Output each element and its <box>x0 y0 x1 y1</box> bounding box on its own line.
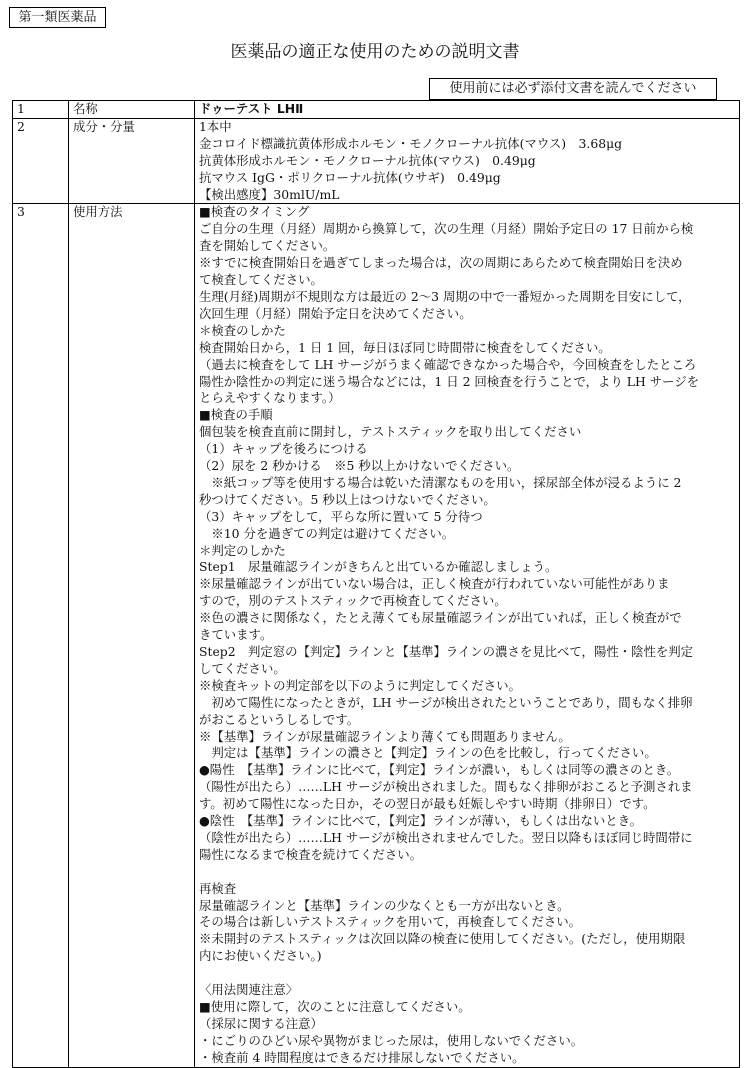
content-line: ご自分の生理（月経）周期から換算して，次の生理（月経）開始予定日の 17 日前から検 <box>199 221 694 237</box>
table-row <box>13 204 740 1067</box>
row-number: 2 <box>13 118 69 204</box>
content-line: ※検査キットの判定部を以下のように判定してください。 <box>199 677 521 693</box>
content-line: ■検査の手順 <box>199 407 273 423</box>
content-line: とらえやすくなります。） <box>199 390 341 406</box>
content-line: ■検査のタイミング <box>199 204 310 220</box>
content-line: ドゥーテスト LHⅡ <box>199 101 304 116</box>
row-content <box>195 118 740 204</box>
content-line: 尿量確認ラインと【基準】ラインの少なくとも一方が出ないとき。 <box>199 897 570 913</box>
drug-class-badge: 第一類医薬品 <box>9 7 106 28</box>
content-line: 陽性になるまで検査を続けてください。 <box>199 846 423 862</box>
row-content <box>195 101 740 119</box>
table-row <box>13 101 740 119</box>
content-line: 陽性か陰性かの判定に迷う場合などには，1 日 2 回検査を行うことで，より LH サージを <box>199 373 700 389</box>
content-line: （2）尿を 2 秒かける ※5 秒以上かけないでください。 <box>199 458 520 474</box>
content-line: 内にお使いください。) <box>199 948 322 964</box>
info-table <box>12 100 740 1068</box>
row-number: 3 <box>13 204 69 1067</box>
content-line: ※色の濃さに関係なく，たとえ薄くても尿量確認ラインが出ていれば，正しく検査がで <box>199 610 682 626</box>
row-label: 使用方法 <box>69 204 195 1067</box>
content-line: 金コロイド標識抗黄体形成ホルモン・モノクローナル抗体(マウス) 3.68μg <box>199 135 623 151</box>
content-line: 初めて陽性になったときが，LH サージが検出されたということであり，間もなく排卵 <box>199 694 693 710</box>
content-line: ＊判定のしかた <box>199 542 286 558</box>
content-line: （採尿に関する注意） <box>199 1015 323 1031</box>
info-table-body <box>13 101 740 1068</box>
content-line: ●陽性 【基準】ラインに比べて，【判定】ラインが濃い，もしくは同等の濃さのとき。 <box>199 762 680 778</box>
content-line <box>199 864 735 881</box>
content-line: （陽性が出たら）……LH サージが検出されました。間もなく排卵がおこると予測されま <box>199 779 693 795</box>
content-line: （陰性が出たら）……LH サージが検出されませんでした。翌日以降もほぼ同じ時間帯に <box>199 829 693 845</box>
content-line: ※【基準】ラインが尿量確認ラインより薄くても問題ありません。 <box>199 728 571 744</box>
content-line: ・にごりのひどい尿や異物がまじった尿は，使用しないでください。 <box>199 1032 584 1048</box>
content-line: 次回生理（月経）開始予定日を決めてください。 <box>199 305 472 321</box>
content-line: ※すでに検査開始日を過ぎてしまった場合は，次の周期にあらためて検査開始日を決め <box>199 255 683 271</box>
content-line: がおこるというしるしです。 <box>199 711 360 727</box>
content-line: 検査開始日から，1 日 1 回，毎日ほぼ同じ時間帯に検査をしてください。 <box>199 339 611 355</box>
row-label: 名称 <box>69 101 195 119</box>
content-line: 査を開始してください。 <box>199 238 336 254</box>
content-line: （1）キャップを後ろにつける <box>199 441 368 457</box>
content-line: 個包装を検査直前に開封し，テストスティックを取り出してください <box>199 424 582 440</box>
content-line: 秒つけてください。5 秒以上はつけないでください。 <box>199 491 496 507</box>
content-line: ・検査前 4 時間程度はできるだけ排尿しないでください。 <box>199 1049 525 1065</box>
content-line: 抗マウス IgG・ポリクローナル抗体(ウサギ) 0.49μg <box>199 169 501 185</box>
row-label: 成分・分量 <box>69 118 195 204</box>
content-line: す。初めて陽性になった日か，その翌日が最も妊娠しやすい時期（排卵日）です。 <box>199 796 656 812</box>
content-line: （3）キャップをして，平らな所に置いて 5 分待つ <box>199 508 483 524</box>
content-line: 【検出感度】30mlU/mL <box>199 186 340 202</box>
content-line: すので，別のテストスティックで再検査してください。 <box>199 593 507 609</box>
content-line: て検査してください。 <box>199 272 323 288</box>
content-line: その場合は新しいテストスティックを用いて，再検査してください。 <box>199 914 582 930</box>
row-number: 1 <box>13 101 69 119</box>
document-title: 医薬品の適正な使用のための説明文書 <box>230 42 520 62</box>
content-line: ※未開封のテストスティックは次回以降の検査に使用してください。(ただし，使用期限 <box>199 931 686 947</box>
read-instructions-notice: 使用前には必ず添付文書を読んでください <box>429 78 717 100</box>
content-line: 再検査 <box>199 880 237 896</box>
content-line: 生理(月経)周期が不規則な方は最近の 2～3 周期の中で一番短かった周期を目安にして， <box>199 288 691 304</box>
content-line: 抗黄体形成ホルモン・モノクローナル抗体(マウス) 0.49μg <box>199 152 536 168</box>
content-line: ※紙コップ等を使用する場合は乾いた清潔なものを用い，採尿部全体が浸るように 2 <box>199 474 682 490</box>
content-line: ※10 分を過ぎての判定は避けてください。 <box>199 525 455 541</box>
content-line: ●陰性 【基準】ラインに比べて，【判定】ラインが薄い，もしくは出ないとき。 <box>199 813 642 829</box>
content-line: Step2 判定窓の【判定】ラインと【基準】ラインの濃さを見比べて，陽性・陰性を判定 <box>199 644 694 659</box>
content-line <box>199 965 735 982</box>
table-row <box>13 118 740 204</box>
row-content <box>195 204 740 1067</box>
content-line: してください。 <box>199 660 286 676</box>
content-line: ＊検査のしかた <box>199 322 286 338</box>
content-line: きています。 <box>199 627 273 643</box>
content-line: Step1 尿量確認ラインがきちんと出ているか確認しましょう。 <box>199 559 558 575</box>
content-line: 1本中 <box>199 118 232 134</box>
content-line: ■使用に際して，次のことに注意してください。 <box>199 999 471 1014</box>
content-line: （過去に検査をして LH サージがうまく確認できなかった場合や，今回検査をしたところ <box>199 356 697 372</box>
content-line: 〈用法関連注意〉 <box>199 982 299 998</box>
content-line: ※尿量確認ラインが出ていない場合は，正しく検査が行われていない可能性がありま <box>199 576 670 592</box>
content-line: 判定は【基準】ラインの濃さと【判定】ラインの色を比較し，行ってください。 <box>199 745 657 761</box>
